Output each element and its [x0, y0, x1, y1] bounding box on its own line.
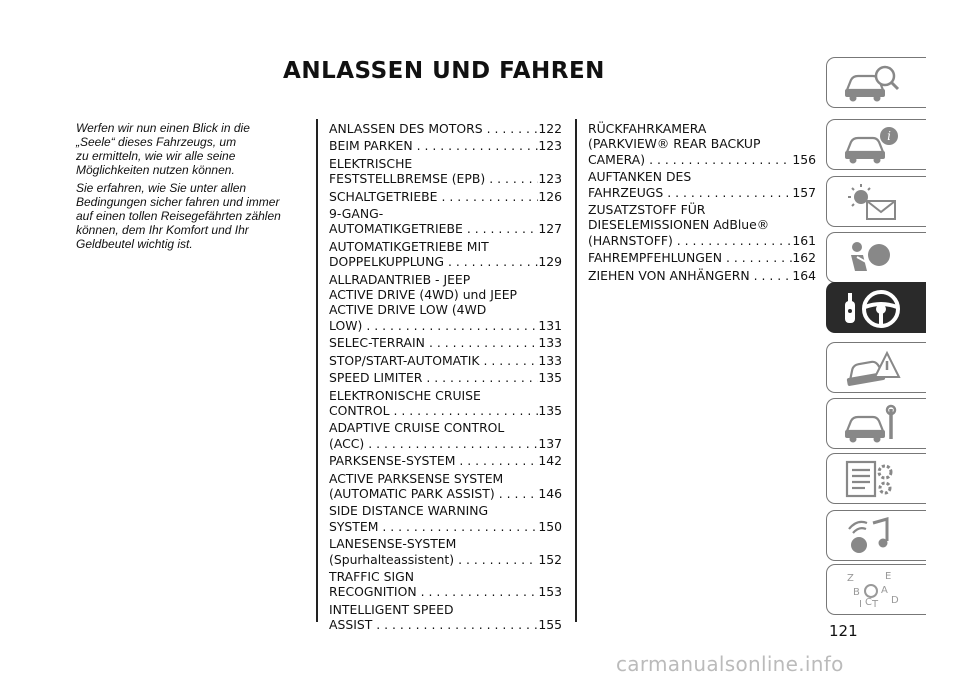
- toc-page-number: 156: [792, 151, 816, 167]
- toc-page-number: 123: [538, 171, 562, 187]
- toc-entry[interactable]: [329, 569, 562, 600]
- toc-entry-title: CAMERA): [588, 151, 646, 167]
- dot-leader: [372, 617, 538, 632]
- key-steering-wheel-icon: [841, 287, 907, 331]
- toc-entry-final-line: [329, 353, 562, 368]
- toc-entry-title: (Spurhalteassistent): [329, 551, 455, 567]
- dot-leader: [438, 189, 539, 204]
- toc-entry-line: INTELLIGENT SPEED: [329, 601, 454, 617]
- tab-maintenance[interactable]: [826, 398, 926, 449]
- toc-entry-final-line: [329, 403, 562, 418]
- toc-entry-title: ZIEHEN VON ANHÄNGERN: [588, 267, 750, 283]
- toc-entry-final-line: [588, 250, 816, 265]
- toc-entry[interactable]: [329, 420, 562, 451]
- toc-entry-line: ACTIVE DRIVE (4WD) und JEEP: [329, 287, 518, 303]
- dot-leader: [454, 552, 538, 567]
- toc-entry-line: ELEKTRONISCHE CRUISE: [329, 387, 481, 403]
- toc-entry-line: SIDE DISTANCE WARNING: [329, 503, 489, 519]
- toc-column-1: [329, 121, 562, 635]
- toc-entry-line: ELEKTRISCHE: [329, 155, 413, 171]
- toc-entry-final-line: [329, 370, 562, 385]
- toc-entry-title: PARKSENSE-SYSTEM: [329, 453, 456, 469]
- toc-page-number: 157: [792, 184, 816, 200]
- index-letter-z: Z: [847, 573, 854, 584]
- dot-leader: [364, 436, 538, 451]
- toc-entry-line: ACTIVE DRIVE LOW (4WD: [329, 302, 487, 318]
- index-letter-b: B: [853, 587, 860, 598]
- toc-page-number: 131: [538, 317, 562, 333]
- toc-entry[interactable]: [588, 202, 816, 248]
- toc-entry-title: SPEED LIMITER: [329, 370, 423, 386]
- tab-starting-driving[interactable]: [826, 282, 926, 333]
- toc-entry-final-line: [329, 436, 562, 451]
- toc-entry-title: FESTSTELLBREMSE (EPB): [329, 171, 486, 187]
- toc-entry-line: AUTOMATIKGETRIEBE MIT: [329, 238, 489, 254]
- dot-leader: [455, 453, 538, 468]
- toc-page-number: 133: [538, 335, 562, 351]
- toc-entry[interactable]: [329, 272, 562, 334]
- toc-page-number: 135: [538, 402, 562, 418]
- dot-leader: [722, 250, 792, 265]
- toc-entry[interactable]: [329, 536, 562, 567]
- toc-entry-final-line: [329, 189, 562, 204]
- toc-entry[interactable]: [329, 335, 562, 350]
- page-title: ANLASSEN UND FAHREN: [283, 58, 605, 84]
- car-tools-icon: [841, 403, 903, 445]
- warning-lights-icon: [841, 181, 903, 223]
- toc-entry-final-line: [588, 152, 816, 167]
- toc-entry-final-line: [588, 185, 816, 200]
- dot-leader: [663, 185, 792, 200]
- toc-page-number: 122: [538, 121, 562, 136]
- toc-page-number: 153: [538, 584, 562, 600]
- multimedia-icon: [841, 515, 903, 557]
- toc-entry-title: SYSTEM: [329, 518, 379, 534]
- toc-entry[interactable]: [329, 239, 562, 270]
- toc-entry-title: SCHALTGETRIEBE: [329, 188, 438, 204]
- toc-page-number: 161: [792, 232, 816, 248]
- toc-entry-title: CONTROL: [329, 402, 390, 418]
- tab-multimedia[interactable]: [826, 510, 926, 561]
- dot-leader: [444, 254, 538, 269]
- dot-leader: [425, 335, 538, 350]
- toc-entry-final-line: [329, 221, 562, 236]
- toc-page-number: 152: [538, 551, 562, 567]
- toc-entry-line: RÜCKFAHRKAMERA: [588, 121, 707, 136]
- toc-page-number: 133: [538, 352, 562, 368]
- dot-leader: [485, 171, 538, 186]
- tab-technical-data[interactable]: [826, 453, 926, 504]
- toc-entry-line: 9-GANG-: [329, 206, 384, 222]
- dot-leader: [673, 233, 793, 248]
- dot-leader: [750, 268, 793, 283]
- index-letter-i: I: [859, 599, 862, 610]
- toc-entry[interactable]: [329, 189, 562, 204]
- dot-leader: [422, 370, 538, 385]
- dot-leader: [390, 403, 539, 418]
- toc-page-number: 127: [538, 221, 562, 237]
- tab-warning-lights[interactable]: [826, 176, 926, 227]
- toc-entry-final-line: [329, 453, 562, 468]
- toc-entry-line: DIESELEMISSIONEN AdBlue®: [588, 217, 770, 233]
- toc-entry-title: DOPPELKUPPLUNG: [329, 254, 444, 270]
- svg-text:i: i: [887, 129, 891, 143]
- toc-entry[interactable]: [329, 602, 562, 633]
- toc-entry[interactable]: [329, 206, 562, 237]
- toc-entry[interactable]: [588, 250, 816, 265]
- toc-entry[interactable]: [588, 268, 816, 283]
- tab-car-search[interactable]: [826, 57, 926, 108]
- index-letters-icon: [841, 569, 903, 611]
- toc-entry-final-line: [329, 584, 562, 599]
- dot-leader: [495, 486, 539, 501]
- toc-page-number: 137: [538, 435, 562, 451]
- car-search-icon: [841, 62, 903, 104]
- toc-entry-final-line: [329, 138, 562, 153]
- index-letter-c: C: [865, 597, 872, 608]
- toc-entry-final-line: [329, 519, 562, 534]
- toc-entry[interactable]: [329, 370, 562, 385]
- dot-leader: [483, 121, 539, 136]
- toc-entry-title: FAHREMPFEHLUNGEN: [588, 250, 722, 266]
- watermark: carmanualsonline.info: [616, 652, 844, 676]
- toc-entry-title: ANLASSEN DES MOTORS: [329, 121, 483, 136]
- toc-page-number: 162: [792, 250, 816, 266]
- toc-entry[interactable]: [329, 388, 562, 419]
- toc-entry-title: STOP/START-AUTOMATIK: [329, 352, 480, 368]
- dot-leader: [463, 221, 539, 236]
- toc-entry[interactable]: [588, 169, 816, 200]
- column-divider-1: [316, 119, 318, 622]
- toc-entry-title: AUTOMATIKGETRIEBE: [329, 221, 463, 237]
- toc-entry-final-line: [329, 486, 562, 501]
- toc-entry-final-line: [329, 335, 562, 350]
- toc-page-number: 164: [792, 267, 816, 283]
- toc-entry-line: AUFTANKEN DES: [588, 169, 692, 185]
- intro-paragraph-1: Werfen wir nun einen Blick in die „Seele“ dieses Fahrzeugs, um zu ermitteln, wie wir alle seine Möglichkeiten nutzen können.: [76, 121, 250, 177]
- dot-leader: [645, 152, 792, 167]
- toc-entry[interactable]: [329, 453, 562, 468]
- index-letter-d: D: [891, 595, 899, 606]
- index-letter-a: A: [881, 585, 888, 596]
- tab-car-info[interactable]: [826, 119, 926, 170]
- intro-text: [76, 121, 304, 255]
- toc-page-number: 150: [538, 518, 562, 534]
- index-letter-t: T: [872, 599, 879, 610]
- tab-airbag-safety[interactable]: [826, 232, 926, 283]
- toc-page-number: 123: [538, 138, 562, 154]
- tab-index[interactable]: [826, 564, 926, 615]
- toc-entry-line: LANESENSE-SYSTEM: [329, 536, 457, 552]
- toc-entry-final-line: [329, 318, 562, 333]
- toc-entry-title: SELEC-TERRAIN: [329, 335, 425, 351]
- toc-entry[interactable]: [329, 471, 562, 502]
- column-divider-2: [575, 119, 577, 622]
- toc-column-2: [588, 121, 816, 285]
- toc-entry-title: ASSIST: [329, 617, 373, 633]
- toc-page-number: 126: [538, 188, 562, 204]
- toc-entry-line: ACTIVE PARKSENSE SYSTEM: [329, 470, 504, 486]
- dot-leader: [362, 318, 538, 333]
- toc-entry[interactable]: [329, 121, 562, 136]
- toc-page-number: 155: [538, 617, 562, 633]
- toc-entry-final-line: [329, 171, 562, 186]
- page-number: 121: [829, 622, 858, 640]
- toc-entry-line: TRAFFIC SIGN: [329, 568, 415, 584]
- dot-leader: [480, 353, 539, 368]
- tab-emergency[interactable]: [826, 342, 926, 393]
- toc-entry-final-line: [588, 268, 816, 283]
- toc-entry-title: LOW): [329, 317, 363, 333]
- toc-entry-final-line: [329, 617, 562, 632]
- index-letter-e: E: [885, 571, 892, 582]
- dot-leader: [378, 519, 538, 534]
- car-info-icon: [841, 124, 903, 166]
- document-gear-icon: [841, 458, 903, 500]
- toc-entry-title: FAHRZEUGS: [588, 184, 664, 200]
- toc-entry-title: (ACC): [329, 435, 365, 451]
- toc-entry[interactable]: [329, 156, 562, 187]
- intro-paragraph-2: Sie erfahren, wie Sie unter allen Bedingungen sicher fahren und immer auf einen tollen Reisegefährten zählen können, dem Ihr Komfort und Ihr Geldbeutel wichtig ist.: [76, 181, 281, 251]
- airbag-safety-icon: [841, 237, 903, 279]
- toc-entry-line: ALLRADANTRIEB - JEEP: [329, 271, 471, 287]
- car-emergency-icon: [841, 347, 903, 389]
- toc-entry[interactable]: [329, 353, 562, 368]
- toc-entry-line: ZUSATZSTOFF FÜR: [588, 202, 706, 218]
- toc-entry-final-line: [329, 121, 562, 136]
- toc-entry-line: ADAPTIVE CRUISE CONTROL: [329, 420, 505, 436]
- toc-entry-final-line: [329, 552, 562, 567]
- toc-page-number: 142: [538, 453, 562, 469]
- toc-entry[interactable]: [588, 121, 816, 167]
- toc-entry-title: (AUTOMATIC PARK ASSIST): [329, 485, 495, 501]
- toc-entry-final-line: [588, 233, 816, 248]
- toc-entry-title: RECOGNITION: [329, 584, 417, 600]
- dot-leader: [413, 138, 539, 153]
- toc-page-number: 135: [538, 370, 562, 386]
- toc-entry-title: BEIM PARKEN: [329, 138, 413, 154]
- toc-page-number: 129: [538, 254, 562, 270]
- toc-entry[interactable]: [329, 503, 562, 534]
- toc-entry[interactable]: [329, 138, 562, 153]
- dot-leader: [417, 584, 539, 599]
- toc-entry-title: (HARNSTOFF): [588, 232, 673, 248]
- toc-entry-line: (PARKVIEW® REAR BACKUP: [588, 136, 761, 152]
- toc-entry-final-line: [329, 254, 562, 269]
- toc-page-number: 146: [538, 485, 562, 501]
